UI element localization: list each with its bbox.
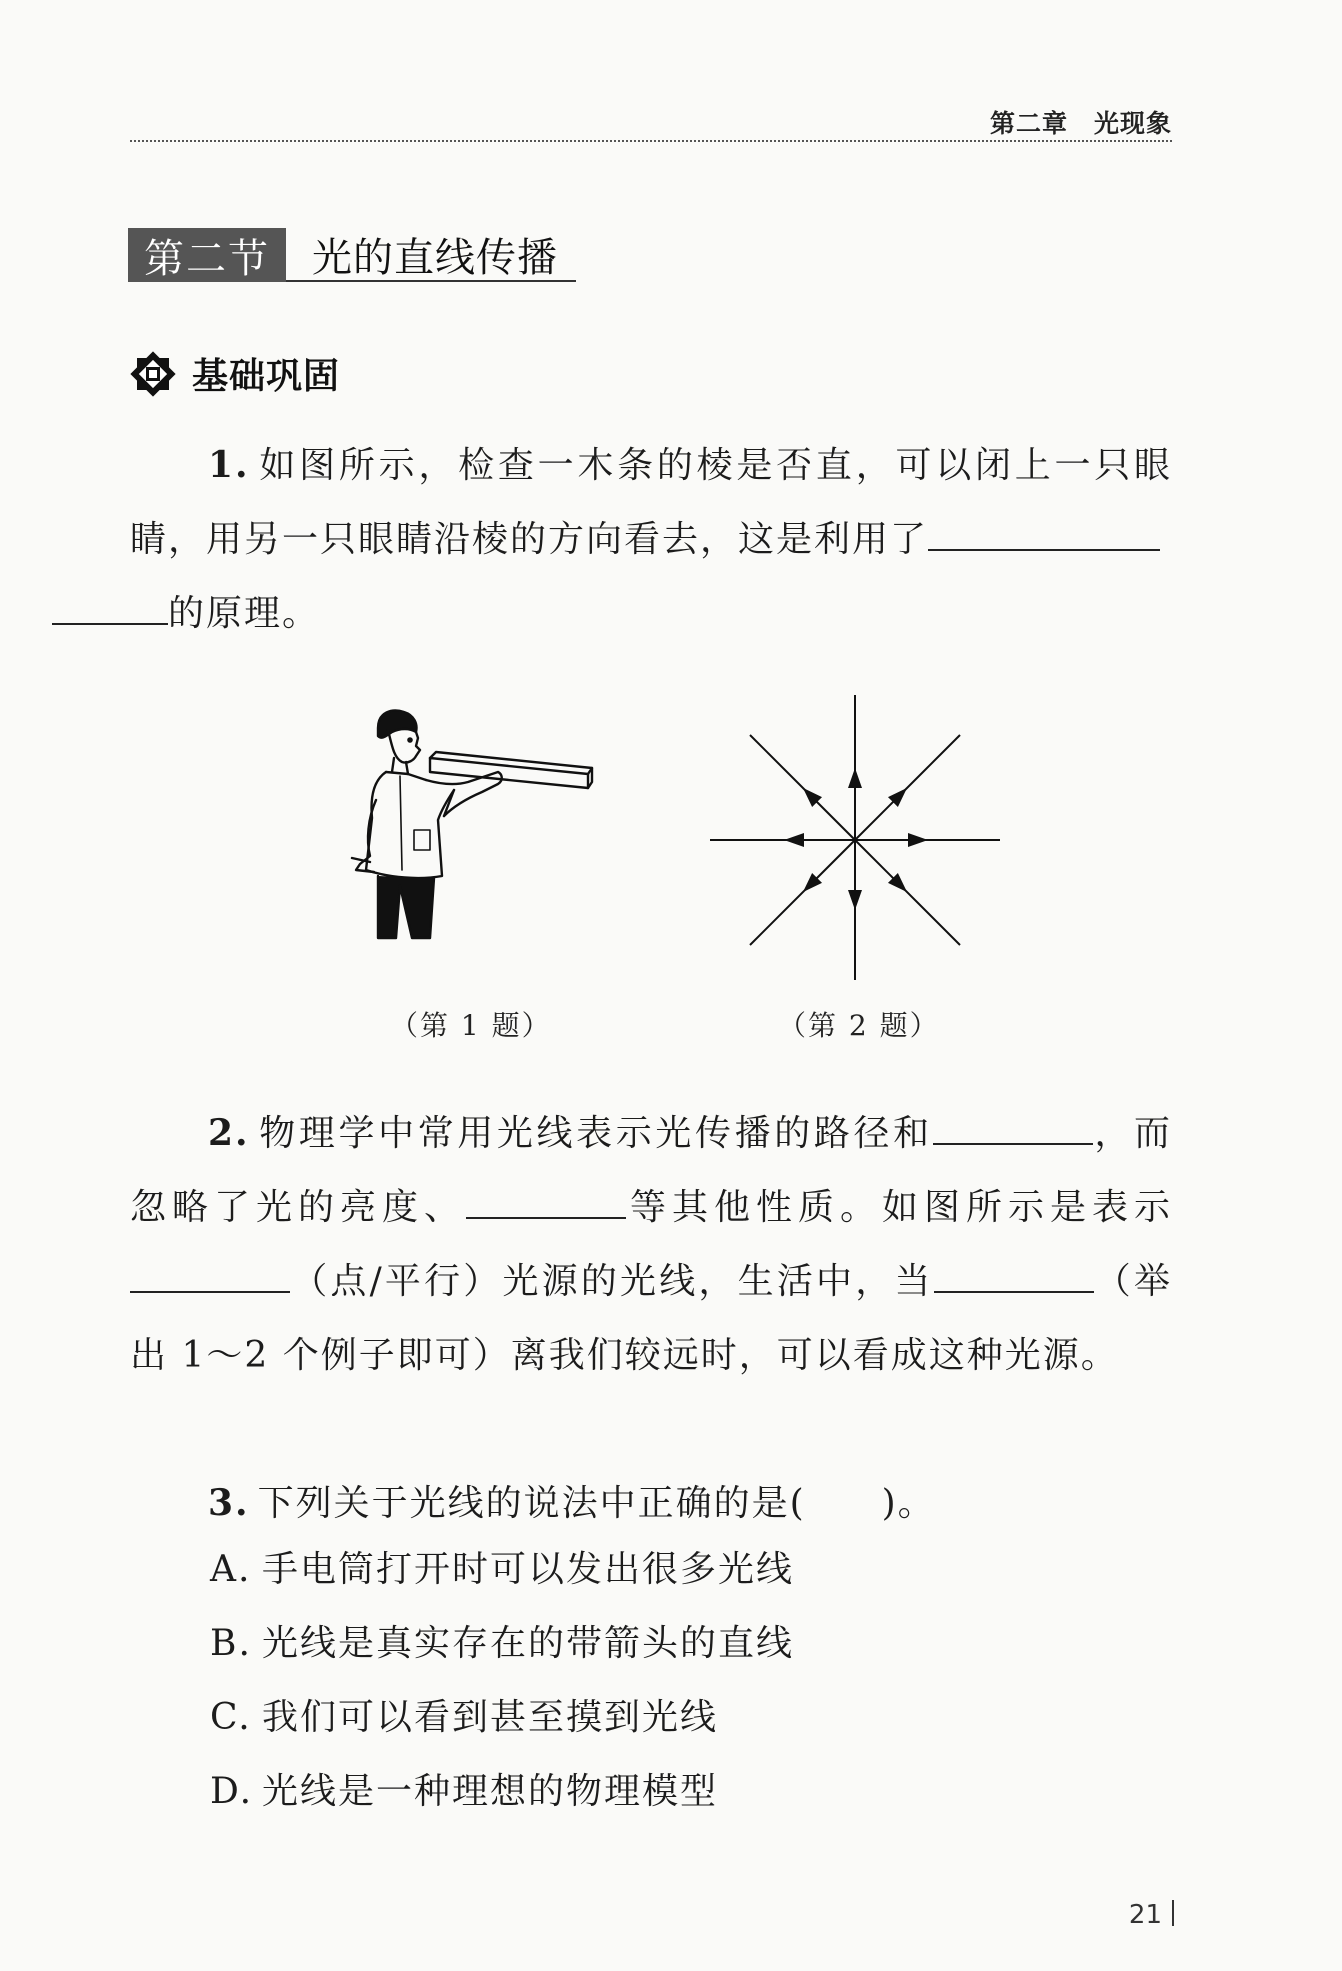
figure-1-person-sighting [330, 700, 600, 950]
q2-blank-3[interactable] [130, 1261, 290, 1293]
section-number: 第二节 [128, 228, 286, 282]
option-b[interactable] [210, 1622, 794, 1666]
chapter-label: 第二章 [989, 109, 1068, 138]
figure-2-point-source-rays [700, 690, 1010, 985]
option-a[interactable] [210, 1548, 794, 1592]
question-2 [130, 1096, 1172, 1393]
figure-1-caption: （第 1 题） [390, 1009, 552, 1042]
question-1 [130, 428, 1172, 651]
q2-part3: 等其他性质。如图所示是表示 [626, 1187, 1172, 1228]
option-text: 光线是真实存在的带箭头的直线 [262, 1623, 795, 1664]
question-3 [130, 1466, 1172, 1541]
page-number: 21 [1129, 1900, 1174, 1930]
question-number: 2. [208, 1112, 250, 1154]
q1-blank-part2[interactable] [52, 593, 168, 625]
q1-blank-part1[interactable] [928, 519, 1160, 551]
figure-2-caption: （第 2 题） [778, 1009, 940, 1042]
subsection-heading [128, 348, 340, 399]
q2-part2: ，而忽略了光的亮度、 [130, 1113, 1172, 1228]
octagram-icon [128, 349, 178, 399]
q2-blank-2[interactable] [466, 1187, 626, 1219]
q3-stem: 下列关于光线的说法中正确的是( )。 [257, 1483, 936, 1524]
option-letter: D. [210, 1771, 254, 1812]
option-letter: B. [210, 1623, 252, 1664]
option-letter: C. [210, 1697, 252, 1738]
q2-part1: 物理学中常用光线表示光传播的路径和 [257, 1113, 933, 1154]
subsection-title: 基础巩固 [192, 356, 341, 397]
question-number: 1. [208, 444, 250, 486]
option-c[interactable] [210, 1696, 718, 1740]
running-head [990, 104, 1172, 140]
option-d[interactable] [210, 1770, 718, 1814]
option-text: 我们可以看到甚至摸到光线 [262, 1697, 719, 1738]
q2-blank-4[interactable] [934, 1261, 1094, 1293]
section-title [128, 228, 576, 282]
option-text: 手电筒打开时可以发出很多光线 [262, 1549, 795, 1590]
q2-blank-1[interactable] [933, 1113, 1093, 1145]
q1-text-after: 的原理。 [168, 593, 321, 634]
q2-part4: （点/平行）光源的光线，生活中，当 [290, 1261, 934, 1302]
question-number: 3. [208, 1482, 250, 1524]
chapter-title: 光现象 [1093, 109, 1172, 138]
q1-text-before: 如图所示，检查一木条的棱是否直，可以闭上一只眼睛，用另一只眼睛沿棱的方向看去，这是利用了 [130, 445, 1172, 560]
q2-part5: （举出 1～2 个例子即可）离我们较远时，可以看成这种光源。 [130, 1261, 1172, 1376]
section-name: 光的直线传播 [286, 228, 576, 282]
option-text: 光线是一种理想的物理模型 [262, 1771, 719, 1812]
option-letter: A. [210, 1549, 252, 1590]
header-divider [130, 140, 1172, 142]
